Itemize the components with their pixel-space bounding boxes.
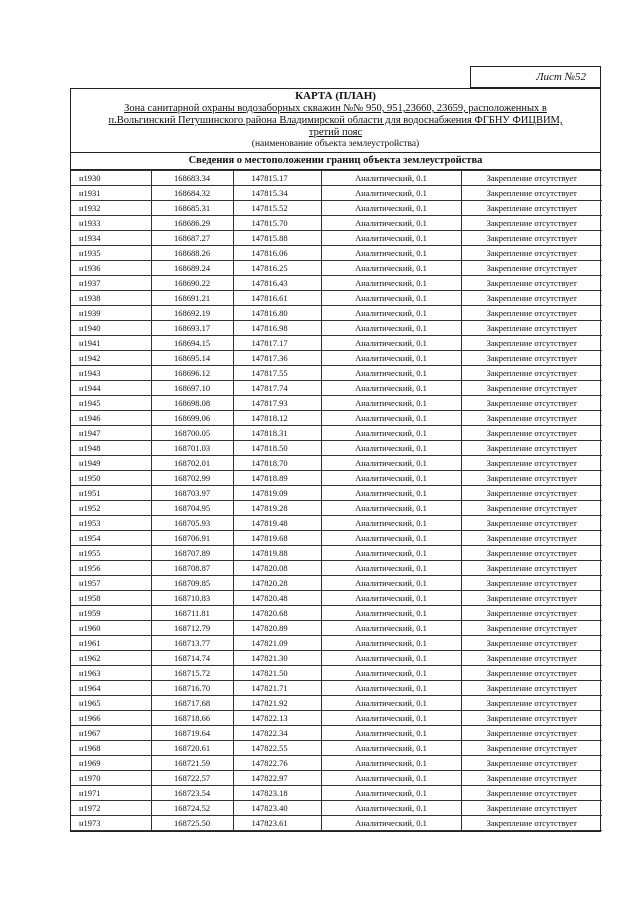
point-id-cell: н1963 bbox=[71, 666, 151, 681]
object-name-line-2: п.Вольгинский Петушинского района Владимирской области для водоснабжения ФГБНУ ФИЦВИМ, bbox=[108, 115, 563, 126]
table-row bbox=[71, 351, 602, 366]
table-row bbox=[71, 441, 602, 456]
x-coordinate-cell: 168683.34 bbox=[151, 171, 233, 186]
y-coordinate-cell: 147817.17 bbox=[233, 336, 321, 351]
x-coordinate-cell: 168710.83 bbox=[151, 591, 233, 606]
point-id-cell: н1942 bbox=[71, 351, 151, 366]
y-coordinate-cell: 147816.06 bbox=[233, 246, 321, 261]
fixing-cell: Закрепление отсутствует bbox=[461, 576, 602, 591]
x-coordinate-cell: 168700.05 bbox=[151, 426, 233, 441]
point-id-cell: н1938 bbox=[71, 291, 151, 306]
x-coordinate-cell: 168702.01 bbox=[151, 456, 233, 471]
y-coordinate-cell: 147815.88 bbox=[233, 231, 321, 246]
document-header bbox=[71, 89, 600, 153]
x-coordinate-cell: 168684.32 bbox=[151, 186, 233, 201]
fixing-cell: Закрепление отсутствует bbox=[461, 381, 602, 396]
x-coordinate-cell: 168721.59 bbox=[151, 756, 233, 771]
fixing-cell: Закрепление отсутствует bbox=[461, 201, 602, 216]
method-cell: Аналитический, 0.1 bbox=[321, 681, 461, 696]
x-coordinate-cell: 168723.54 bbox=[151, 786, 233, 801]
y-coordinate-cell: 147819.48 bbox=[233, 516, 321, 531]
y-coordinate-cell: 147823.61 bbox=[233, 816, 321, 831]
x-coordinate-cell: 168691.21 bbox=[151, 291, 233, 306]
point-id-cell: н1937 bbox=[71, 276, 151, 291]
y-coordinate-cell: 147821.50 bbox=[233, 666, 321, 681]
x-coordinate-cell: 168715.72 bbox=[151, 666, 233, 681]
coordinates-table-body bbox=[71, 171, 602, 831]
y-coordinate-cell: 147821.09 bbox=[233, 636, 321, 651]
method-cell: Аналитический, 0.1 bbox=[321, 576, 461, 591]
x-coordinate-cell: 168722.57 bbox=[151, 771, 233, 786]
table-row bbox=[71, 321, 602, 336]
table-row bbox=[71, 606, 602, 621]
y-coordinate-cell: 147818.50 bbox=[233, 441, 321, 456]
table-row bbox=[71, 396, 602, 411]
table-row bbox=[71, 336, 602, 351]
fixing-cell: Закрепление отсутствует bbox=[461, 186, 602, 201]
method-cell: Аналитический, 0.1 bbox=[321, 801, 461, 816]
table-row bbox=[71, 306, 602, 321]
x-coordinate-cell: 168707.89 bbox=[151, 546, 233, 561]
point-id-cell: н1952 bbox=[71, 501, 151, 516]
method-cell: Аналитический, 0.1 bbox=[321, 441, 461, 456]
x-coordinate-cell: 168720.61 bbox=[151, 741, 233, 756]
point-id-cell: н1950 bbox=[71, 471, 151, 486]
point-id-cell: н1944 bbox=[71, 381, 151, 396]
fixing-cell: Закрепление отсутствует bbox=[461, 426, 602, 441]
fixing-cell: Закрепление отсутствует bbox=[461, 471, 602, 486]
table-row bbox=[71, 621, 602, 636]
method-cell: Аналитический, 0.1 bbox=[321, 666, 461, 681]
x-coordinate-cell: 168703.97 bbox=[151, 486, 233, 501]
document-frame bbox=[70, 88, 601, 832]
x-coordinate-cell: 168716.70 bbox=[151, 681, 233, 696]
x-coordinate-cell: 168711.81 bbox=[151, 606, 233, 621]
point-id-cell: н1940 bbox=[71, 321, 151, 336]
y-coordinate-cell: 147823.18 bbox=[233, 786, 321, 801]
method-cell: Аналитический, 0.1 bbox=[321, 591, 461, 606]
method-cell: Аналитический, 0.1 bbox=[321, 261, 461, 276]
method-cell: Аналитический, 0.1 bbox=[321, 501, 461, 516]
section-title: Сведения о местоположении границ объекта землеустройства bbox=[71, 153, 600, 170]
x-coordinate-cell: 168694.15 bbox=[151, 336, 233, 351]
table-row bbox=[71, 501, 602, 516]
method-cell: Аналитический, 0.1 bbox=[321, 546, 461, 561]
x-coordinate-cell: 168718.66 bbox=[151, 711, 233, 726]
x-coordinate-cell: 168717.68 bbox=[151, 696, 233, 711]
fixing-cell: Закрепление отсутствует bbox=[461, 501, 602, 516]
y-coordinate-cell: 147816.98 bbox=[233, 321, 321, 336]
point-id-cell: н1935 bbox=[71, 246, 151, 261]
y-coordinate-cell: 147819.09 bbox=[233, 486, 321, 501]
fixing-cell: Закрепление отсутствует bbox=[461, 636, 602, 651]
table-row bbox=[71, 276, 602, 291]
x-coordinate-cell: 168708.87 bbox=[151, 561, 233, 576]
object-name-line-3: третий пояс bbox=[308, 127, 363, 138]
fixing-cell: Закрепление отсутствует bbox=[461, 456, 602, 471]
x-coordinate-cell: 168713.77 bbox=[151, 636, 233, 651]
y-coordinate-cell: 147815.70 bbox=[233, 216, 321, 231]
method-cell: Аналитический, 0.1 bbox=[321, 306, 461, 321]
y-coordinate-cell: 147816.61 bbox=[233, 291, 321, 306]
point-id-cell: н1932 bbox=[71, 201, 151, 216]
point-id-cell: н1972 bbox=[71, 801, 151, 816]
y-coordinate-cell: 147815.34 bbox=[233, 186, 321, 201]
point-id-cell: н1969 bbox=[71, 756, 151, 771]
method-cell: Аналитический, 0.1 bbox=[321, 336, 461, 351]
fixing-cell: Закрепление отсутствует bbox=[461, 276, 602, 291]
method-cell: Аналитический, 0.1 bbox=[321, 186, 461, 201]
table-row bbox=[71, 261, 602, 276]
table-row bbox=[71, 786, 602, 801]
point-id-cell: н1954 bbox=[71, 531, 151, 546]
fixing-cell: Закрепление отсутствует bbox=[461, 591, 602, 606]
point-id-cell: н1964 bbox=[71, 681, 151, 696]
fixing-cell: Закрепление отсутствует bbox=[461, 516, 602, 531]
table-row bbox=[71, 456, 602, 471]
fixing-cell: Закрепление отсутствует bbox=[461, 816, 602, 831]
table-row bbox=[71, 426, 602, 441]
fixing-cell: Закрепление отсутствует bbox=[461, 351, 602, 366]
fixing-cell: Закрепление отсутствует bbox=[461, 726, 602, 741]
x-coordinate-cell: 168693.17 bbox=[151, 321, 233, 336]
method-cell: Аналитический, 0.1 bbox=[321, 696, 461, 711]
method-cell: Аналитический, 0.1 bbox=[321, 816, 461, 831]
table-row bbox=[71, 636, 602, 651]
point-id-cell: н1967 bbox=[71, 726, 151, 741]
point-id-cell: н1962 bbox=[71, 651, 151, 666]
method-cell: Аналитический, 0.1 bbox=[321, 606, 461, 621]
method-cell: Аналитический, 0.1 bbox=[321, 726, 461, 741]
fixing-cell: Закрепление отсутствует bbox=[461, 681, 602, 696]
fixing-cell: Закрепление отсутствует bbox=[461, 531, 602, 546]
method-cell: Аналитический, 0.1 bbox=[321, 486, 461, 501]
fixing-cell: Закрепление отсутствует bbox=[461, 786, 602, 801]
point-id-cell: н1946 bbox=[71, 411, 151, 426]
point-id-cell: н1970 bbox=[71, 771, 151, 786]
x-coordinate-cell: 168685.31 bbox=[151, 201, 233, 216]
x-coordinate-cell: 168686.29 bbox=[151, 216, 233, 231]
y-coordinate-cell: 147821.30 bbox=[233, 651, 321, 666]
fixing-cell: Закрепление отсутствует bbox=[461, 321, 602, 336]
x-coordinate-cell: 168706.91 bbox=[151, 531, 233, 546]
fixing-cell: Закрепление отсутствует bbox=[461, 291, 602, 306]
table-row bbox=[71, 561, 602, 576]
table-row bbox=[71, 216, 602, 231]
method-cell: Аналитический, 0.1 bbox=[321, 711, 461, 726]
y-coordinate-cell: 147816.80 bbox=[233, 306, 321, 321]
fixing-cell: Закрепление отсутствует bbox=[461, 561, 602, 576]
x-coordinate-cell: 168709.85 bbox=[151, 576, 233, 591]
method-cell: Аналитический, 0.1 bbox=[321, 291, 461, 306]
coordinates-table bbox=[71, 170, 602, 831]
table-row bbox=[71, 576, 602, 591]
point-id-cell: н1958 bbox=[71, 591, 151, 606]
method-cell: Аналитический, 0.1 bbox=[321, 396, 461, 411]
x-coordinate-cell: 168695.14 bbox=[151, 351, 233, 366]
method-cell: Аналитический, 0.1 bbox=[321, 366, 461, 381]
point-id-cell: н1948 bbox=[71, 441, 151, 456]
point-id-cell: н1961 bbox=[71, 636, 151, 651]
fixing-cell: Закрепление отсутствует bbox=[461, 231, 602, 246]
y-coordinate-cell: 147817.55 bbox=[233, 366, 321, 381]
y-coordinate-cell: 147821.92 bbox=[233, 696, 321, 711]
point-id-cell: н1951 bbox=[71, 486, 151, 501]
method-cell: Аналитический, 0.1 bbox=[321, 426, 461, 441]
fixing-cell: Закрепление отсутствует bbox=[461, 621, 602, 636]
y-coordinate-cell: 147817.74 bbox=[233, 381, 321, 396]
fixing-cell: Закрепление отсутствует bbox=[461, 651, 602, 666]
fixing-cell: Закрепление отсутствует bbox=[461, 486, 602, 501]
table-row bbox=[71, 696, 602, 711]
y-coordinate-cell: 147818.31 bbox=[233, 426, 321, 441]
fixing-cell: Закрепление отсутствует bbox=[461, 366, 602, 381]
fixing-cell: Закрепление отсутствует bbox=[461, 696, 602, 711]
y-coordinate-cell: 147821.71 bbox=[233, 681, 321, 696]
y-coordinate-cell: 147817.36 bbox=[233, 351, 321, 366]
point-id-cell: н1968 bbox=[71, 741, 151, 756]
x-coordinate-cell: 168688.26 bbox=[151, 246, 233, 261]
fixing-cell: Закрепление отсутствует bbox=[461, 261, 602, 276]
table-row bbox=[71, 486, 602, 501]
method-cell: Аналитический, 0.1 bbox=[321, 456, 461, 471]
table-row bbox=[71, 711, 602, 726]
fixing-cell: Закрепление отсутствует bbox=[461, 171, 602, 186]
y-coordinate-cell: 147820.48 bbox=[233, 591, 321, 606]
document-title: КАРТА (ПЛАН) bbox=[295, 90, 376, 102]
x-coordinate-cell: 168724.52 bbox=[151, 801, 233, 816]
method-cell: Аналитический, 0.1 bbox=[321, 276, 461, 291]
table-row bbox=[71, 171, 602, 186]
y-coordinate-cell: 147822.76 bbox=[233, 756, 321, 771]
table-row bbox=[71, 546, 602, 561]
method-cell: Аналитический, 0.1 bbox=[321, 216, 461, 231]
point-id-cell: н1930 bbox=[71, 171, 151, 186]
y-coordinate-cell: 147818.12 bbox=[233, 411, 321, 426]
point-id-cell: н1939 bbox=[71, 306, 151, 321]
y-coordinate-cell: 147818.89 bbox=[233, 471, 321, 486]
method-cell: Аналитический, 0.1 bbox=[321, 651, 461, 666]
table-row bbox=[71, 726, 602, 741]
x-coordinate-cell: 168725.50 bbox=[151, 816, 233, 831]
point-id-cell: н1949 bbox=[71, 456, 151, 471]
table-row bbox=[71, 591, 602, 606]
point-id-cell: н1943 bbox=[71, 366, 151, 381]
method-cell: Аналитический, 0.1 bbox=[321, 771, 461, 786]
table-row bbox=[71, 681, 602, 696]
method-cell: Аналитический, 0.1 bbox=[321, 381, 461, 396]
method-cell: Аналитический, 0.1 bbox=[321, 231, 461, 246]
y-coordinate-cell: 147819.28 bbox=[233, 501, 321, 516]
y-coordinate-cell: 147820.08 bbox=[233, 561, 321, 576]
x-coordinate-cell: 168701.03 bbox=[151, 441, 233, 456]
x-coordinate-cell: 168699.06 bbox=[151, 411, 233, 426]
fixing-cell: Закрепление отсутствует bbox=[461, 441, 602, 456]
method-cell: Аналитический, 0.1 bbox=[321, 636, 461, 651]
table-row bbox=[71, 531, 602, 546]
table-row bbox=[71, 231, 602, 246]
method-cell: Аналитический, 0.1 bbox=[321, 471, 461, 486]
fixing-cell: Закрепление отсутствует bbox=[461, 606, 602, 621]
y-coordinate-cell: 147817.93 bbox=[233, 396, 321, 411]
fixing-cell: Закрепление отсутствует bbox=[461, 216, 602, 231]
x-coordinate-cell: 168705.93 bbox=[151, 516, 233, 531]
sheet-number: Лист №52 bbox=[470, 66, 601, 88]
table-row bbox=[71, 801, 602, 816]
fixing-cell: Закрепление отсутствует bbox=[461, 246, 602, 261]
y-coordinate-cell: 147815.52 bbox=[233, 201, 321, 216]
y-coordinate-cell: 147819.68 bbox=[233, 531, 321, 546]
table-row bbox=[71, 366, 602, 381]
y-coordinate-cell: 147820.28 bbox=[233, 576, 321, 591]
x-coordinate-cell: 168719.64 bbox=[151, 726, 233, 741]
y-coordinate-cell: 147816.43 bbox=[233, 276, 321, 291]
object-name-caption: (наименование объекта землеустройства) bbox=[251, 139, 420, 149]
x-coordinate-cell: 168690.22 bbox=[151, 276, 233, 291]
point-id-cell: н1966 bbox=[71, 711, 151, 726]
fixing-cell: Закрепление отсутствует bbox=[461, 741, 602, 756]
x-coordinate-cell: 168704.95 bbox=[151, 501, 233, 516]
point-id-cell: н1957 bbox=[71, 576, 151, 591]
fixing-cell: Закрепление отсутствует bbox=[461, 396, 602, 411]
table-row bbox=[71, 411, 602, 426]
table-row bbox=[71, 291, 602, 306]
table-row bbox=[71, 186, 602, 201]
table-row bbox=[71, 651, 602, 666]
fixing-cell: Закрепление отсутствует bbox=[461, 711, 602, 726]
table-row bbox=[71, 756, 602, 771]
table-row bbox=[71, 741, 602, 756]
method-cell: Аналитический, 0.1 bbox=[321, 321, 461, 336]
x-coordinate-cell: 168692.19 bbox=[151, 306, 233, 321]
object-name-line-1: Зона санитарной охраны водозаборных скважин №№ 950, 951,23660, 23659, расположенных в bbox=[124, 103, 547, 114]
method-cell: Аналитический, 0.1 bbox=[321, 741, 461, 756]
method-cell: Аналитический, 0.1 bbox=[321, 201, 461, 216]
table-row bbox=[71, 771, 602, 786]
y-coordinate-cell: 147819.88 bbox=[233, 546, 321, 561]
y-coordinate-cell: 147815.17 bbox=[233, 171, 321, 186]
point-id-cell: н1956 bbox=[71, 561, 151, 576]
method-cell: Аналитический, 0.1 bbox=[321, 561, 461, 576]
point-id-cell: н1965 bbox=[71, 696, 151, 711]
fixing-cell: Закрепление отсутствует bbox=[461, 771, 602, 786]
table-row bbox=[71, 666, 602, 681]
point-id-cell: н1934 bbox=[71, 231, 151, 246]
point-id-cell: н1936 bbox=[71, 261, 151, 276]
fixing-cell: Закрепление отсутствует bbox=[461, 411, 602, 426]
y-coordinate-cell: 147816.25 bbox=[233, 261, 321, 276]
fixing-cell: Закрепление отсутствует bbox=[461, 666, 602, 681]
y-coordinate-cell: 147822.97 bbox=[233, 771, 321, 786]
point-id-cell: н1931 bbox=[71, 186, 151, 201]
point-id-cell: н1959 bbox=[71, 606, 151, 621]
point-id-cell: н1971 bbox=[71, 786, 151, 801]
fixing-cell: Закрепление отсутствует bbox=[461, 306, 602, 321]
method-cell: Аналитический, 0.1 bbox=[321, 786, 461, 801]
table-row bbox=[71, 471, 602, 486]
y-coordinate-cell: 147822.13 bbox=[233, 711, 321, 726]
fixing-cell: Закрепление отсутствует bbox=[461, 801, 602, 816]
point-id-cell: н1955 bbox=[71, 546, 151, 561]
table-row bbox=[71, 516, 602, 531]
method-cell: Аналитический, 0.1 bbox=[321, 351, 461, 366]
method-cell: Аналитический, 0.1 bbox=[321, 171, 461, 186]
table-row bbox=[71, 246, 602, 261]
point-id-cell: н1933 bbox=[71, 216, 151, 231]
x-coordinate-cell: 168689.24 bbox=[151, 261, 233, 276]
point-id-cell: н1953 bbox=[71, 516, 151, 531]
point-id-cell: н1973 bbox=[71, 816, 151, 831]
method-cell: Аналитический, 0.1 bbox=[321, 756, 461, 771]
method-cell: Аналитический, 0.1 bbox=[321, 516, 461, 531]
point-id-cell: н1941 bbox=[71, 336, 151, 351]
y-coordinate-cell: 147823.40 bbox=[233, 801, 321, 816]
point-id-cell: н1960 bbox=[71, 621, 151, 636]
x-coordinate-cell: 168687.27 bbox=[151, 231, 233, 246]
method-cell: Аналитический, 0.1 bbox=[321, 621, 461, 636]
table-row bbox=[71, 201, 602, 216]
x-coordinate-cell: 168697.10 bbox=[151, 381, 233, 396]
fixing-cell: Закрепление отсутствует bbox=[461, 756, 602, 771]
x-coordinate-cell: 168702.99 bbox=[151, 471, 233, 486]
y-coordinate-cell: 147822.55 bbox=[233, 741, 321, 756]
x-coordinate-cell: 168698.08 bbox=[151, 396, 233, 411]
y-coordinate-cell: 147820.68 bbox=[233, 606, 321, 621]
y-coordinate-cell: 147820.89 bbox=[233, 621, 321, 636]
x-coordinate-cell: 168696.12 bbox=[151, 366, 233, 381]
y-coordinate-cell: 147818.70 bbox=[233, 456, 321, 471]
x-coordinate-cell: 168714.74 bbox=[151, 651, 233, 666]
fixing-cell: Закрепление отсутствует bbox=[461, 546, 602, 561]
method-cell: Аналитический, 0.1 bbox=[321, 411, 461, 426]
y-coordinate-cell: 147822.34 bbox=[233, 726, 321, 741]
method-cell: Аналитический, 0.1 bbox=[321, 531, 461, 546]
fixing-cell: Закрепление отсутствует bbox=[461, 336, 602, 351]
method-cell: Аналитический, 0.1 bbox=[321, 246, 461, 261]
table-row bbox=[71, 816, 602, 831]
x-coordinate-cell: 168712.79 bbox=[151, 621, 233, 636]
point-id-cell: н1945 bbox=[71, 396, 151, 411]
point-id-cell: н1947 bbox=[71, 426, 151, 441]
table-row bbox=[71, 381, 602, 396]
